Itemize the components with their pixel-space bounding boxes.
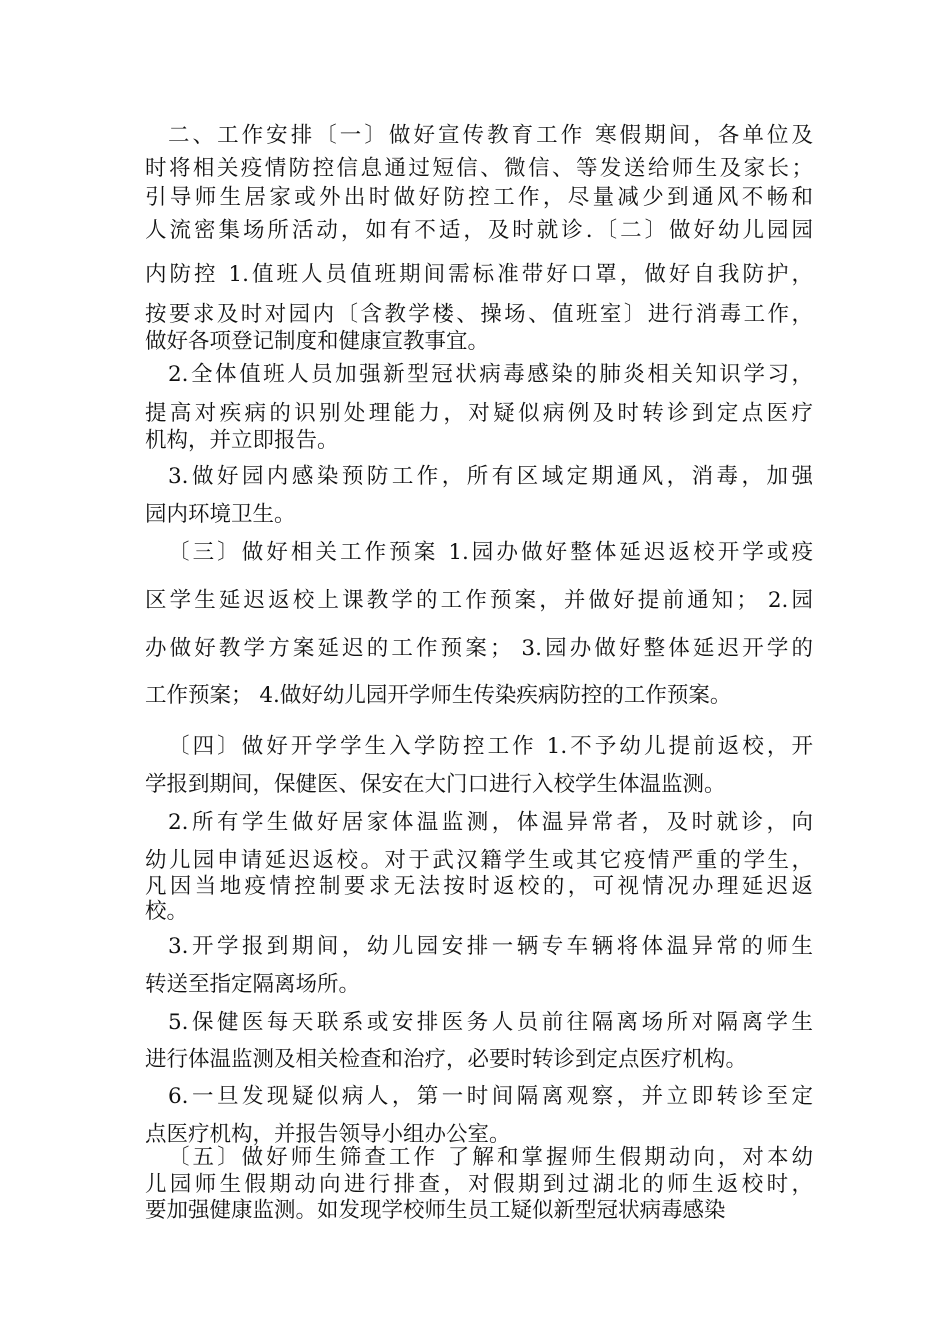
text-line: 〔五〕做好师生筛查工作 了解和掌握师生假期动向，对本幼 xyxy=(168,1145,813,1170)
text-line: 区学生延迟返校上课教学的工作预案，并做好提前通知； 2.园 xyxy=(145,588,813,613)
text-line: 按要求及时对园内〔含教学楼、操场、值班室〕进行消毒工作， xyxy=(145,302,813,327)
text-line: 5.保健医每天联系或安排医务人员前往隔离场所对隔离学生 xyxy=(168,1010,813,1035)
text-line: 二、工作安排〔一〕做好宣传教育工作 寒假期间，各单位及 xyxy=(168,123,813,148)
text-line: 引导师生居家或外出时做好防控工作，尽量减少到通风不畅和 xyxy=(145,185,813,210)
text-line: 点医疗机构，并报告领导小组办公室。 xyxy=(145,1122,511,1147)
text-line: 机构，并立即报告。 xyxy=(145,428,339,453)
text-line: 时将相关疫情防控信息通过短信、微信、等发送给师生及家长； xyxy=(145,156,813,181)
text-line: 3.做好园内感染预防工作，所有区域定期通风，消毒，加强 xyxy=(168,464,813,489)
text-line: 2.所有学生做好居家体温监测，体温异常者，及时就诊，向 xyxy=(168,810,813,835)
text-line: 儿园师生假期动向进行排查，对假期到过湖北的师生返校时， xyxy=(145,1172,813,1197)
text-line: 进行体温监测及相关检查和治疗，必要时转诊到定点医疗机构。 xyxy=(145,1047,748,1072)
text-line: 人流密集场所活动，如有不适，及时就诊.〔二〕做好幼儿园园 xyxy=(145,218,813,243)
text-line: 做好各项登记制度和健康宣教事宜。 xyxy=(145,329,490,354)
text-line: 工作预案； 4.做好幼儿园开学师生传染疾病防控的工作预案。 xyxy=(145,683,732,708)
text-line: 〔三〕做好相关工作预案 1.园办做好整体延迟返校开学或疫 xyxy=(168,540,813,565)
text-line: 凡因当地疫情控制要求无法按时返校的，可视情况办理延迟返 xyxy=(145,874,813,899)
text-line: 幼儿园申请延迟返校。对于武汉籍学生或其它疫情严重的学生， xyxy=(145,848,813,873)
text-line: 转送至指定隔离场所。 xyxy=(145,972,361,997)
text-line: 办做好教学方案延迟的工作预案； 3.园办做好整体延迟开学的 xyxy=(145,636,813,661)
text-line: 园内环境卫生。 xyxy=(145,502,296,527)
text-line: 6.一旦发现疑似病人，第一时间隔离观察，并立即转诊至定 xyxy=(168,1084,813,1109)
text-line: 2.全体值班人员加强新型冠状病毒感染的肺炎相关知识学习， xyxy=(168,362,813,387)
text-line: 要加强健康监测。如发现学校师生员工疑似新型冠状病毒感染 xyxy=(145,1198,726,1223)
text-line: 校。 xyxy=(145,899,189,924)
text-line: 学报到期间，保健医、保安在大门口进行入校学生体温监测。 xyxy=(145,772,726,797)
text-line: 〔四〕做好开学学生入学防控工作 1.不予幼儿提前返校，开 xyxy=(168,734,813,759)
text-line: 提高对疾病的识别处理能力，对疑似病例及时转诊到定点医疗 xyxy=(145,401,813,426)
text-line: 3.开学报到期间，幼儿园安排一辆专车辆将体温异常的师生 xyxy=(168,934,813,959)
text-line: 内防控 1.值班人员值班期间需标准带好口罩，做好自我防护， xyxy=(145,262,813,287)
